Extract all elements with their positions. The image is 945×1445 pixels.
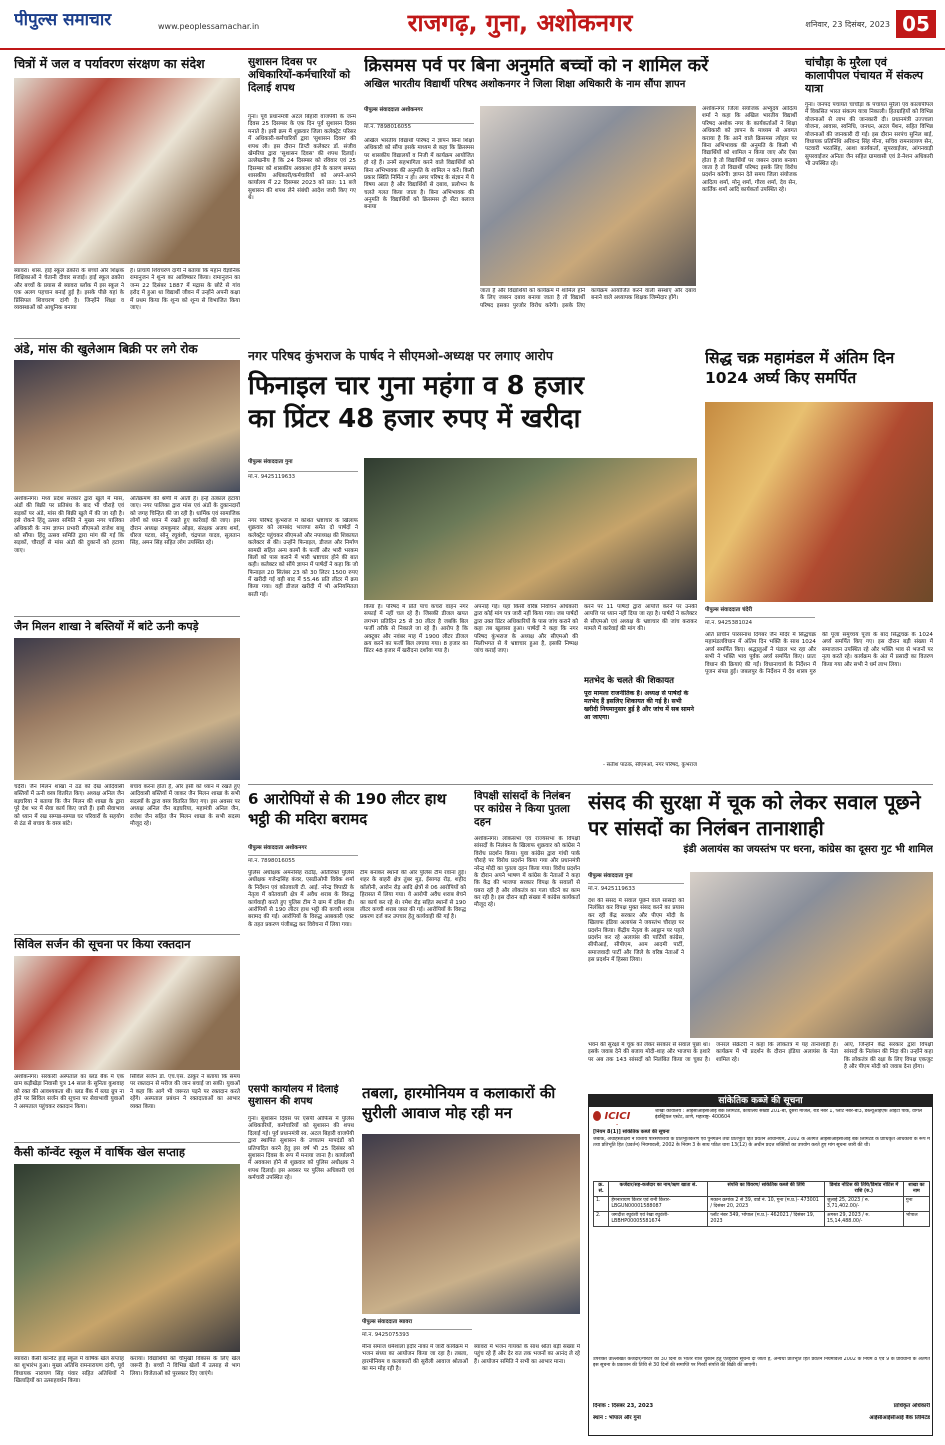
byline [362,1318,472,1330]
story-siddha-chakra [705,348,933,780]
bank-name: ICICI [604,1111,631,1122]
bank-notice [588,1094,933,1436]
story-body [362,1344,580,1434]
councillors-photo [364,458,697,600]
headline: चित्रों में जल व पर्यावरण संरक्षण का संदेश [14,56,205,71]
byline [588,872,684,884]
table-cell: मकान क्रमांक 2 से 39, वार्ड नं. 10, गुना (म.प्र.)- 473001 / दिसंबर 20, 2023 [708,1196,825,1211]
body-part: पुलिस अधीक्षक अमनसिंह राठौड़, अतिरिक्त पुलिस अधीक्षक गजेन्द्रसिंह कंवर, एसडीओपी विवेक शर्मा के निर्देशन एवं कोतवाली टी. आई. नरेन्द्र त्रिपाठी के नेतृत्व में कोतवाली क्षेत्र में अवैध शराब के विरुद्ध कार्यवाही करते हुए पुलिस टीम ने ग्राम में दबिश दी। आरोपियों से 190 लीटर हाथ भट्ठी की कच्ची शराब बरामद की गई। आरोपियों के विरुद्ध आबकारी एक्ट के तहत प्रकरण पंजीबद्ध कर विवेचना में लिया गया। [248,870,354,928]
story-body [248,1116,354,1434]
story-body [248,870,466,1080]
table-header-row [594,1182,930,1197]
headline: अंडे, मांस की खुलेआम बिक्री पर लगे रोक [14,342,198,356]
story-effigy-burn [474,790,580,1080]
icici-logo-icon [593,1111,601,1121]
location-text: अशोकनगर [285,845,307,851]
memorandum-photo [480,106,696,286]
protest-photo [690,872,933,1038]
notice-table-wrap [593,1181,930,1351]
headline: सुशासन दिवस पर अधिकारियों-कर्मचारियों को दिलाई शपथ [248,56,351,94]
body-part: ब्यावरा। कैसी कान्वेंट हाई स्कूल में वार्षिक खेल सप्ताह का शुभारंभ हुआ। मुख्य अतिथि रामनारायण दांगी, पूर्व विधायक नारायण सिंह पंवार सहित अतिथियों ने खिलाड़ियों का उत्साहवर्धन किया। [14,1356,124,1385]
body-part: करने पर 11 पार्षदों द्वारा आपत्ति करने पर उनकी आपत्ति पर ध्यान नहीं दिया जा रहा है। पार्षदों ने कलेक्टर से सीएमओ एवं अध्यक्ष के भ्रष्टाचार की जांच कराकर मामले में कार्रवाई की मांग की। [584,604,697,633]
bank-logo [593,1111,651,1125]
issue-date: शनिवार, 23 दिसंबर, 2023 [805,20,890,29]
headline: विपक्षी सांसदों के निलंबन पर कांग्रेस ने किया पुतला दहन [474,790,571,828]
table-cell: जगदीश रघुवंशी एवं रेखा रघुवंशी- LBBHP00005581674 [609,1211,708,1226]
location-text: अशोकनगर [401,107,423,113]
headline: तबला, हारमोनियम व कलाकारों की सुरीली आवाज मोह रही मन [362,1084,556,1122]
mobile-number: मो.नं. 9425119633 [588,886,636,892]
byline-location [742,607,752,613]
notice-title: सांकेतिक कब्जे की सूचना [589,1095,932,1107]
page-number: 05 [896,10,936,38]
story-body-1 [588,898,684,1040]
signatory: प्राधिकृत अधिकारी [893,1403,930,1409]
headline-line-2: का प्रिंटर 48 हजार रुपए में खरीदा [248,404,581,435]
byline [248,458,358,472]
divider [14,1142,240,1143]
body-part: जाता है और विद्यार्थियों को कार्यक्रम में शामिल होने के लिए जबरन दबाव बनाया जाता है तो विद्यार्थी परिषद इसका पुरजोर विरोध करेगी। इसके लिए कार्यक्रम आयोजित करने वाली संस्थाएं और दबाव बनाने वाले अध्यापक शिक्षक जिम्मेदार होंगे। [480,288,696,309]
story-body-mid [480,288,696,346]
notice-place: स्थान : भोपाल और गुना [593,1415,641,1421]
story-body [248,114,356,346]
headline: चांचौड़ा के मुरैला एवं कालापीपल पंचायत में संकल्प यात्रा [805,56,924,96]
story-body [14,1074,240,1138]
sidebar-box [584,604,697,780]
headline: क्रिसमस पर्व पर बिना अनुमति बच्चों को न शामिल करें [364,56,709,76]
column-header: डिमांड नोटिस की तिथि/डिमांड नोटिस में राशि (रु.) [824,1182,903,1197]
story-phenyl-printer [248,348,697,780]
distribution-photo [14,638,240,780]
sidebar-title: मतभेद के चलते की शिकायत [584,676,675,686]
body-part: अशोकनगर। मध्य प्रदेश सरकार द्वारा खुले में मांस, अंडों की बिक्री पर प्रतिबंध के बाद भी चौराहे एवं सड़कों पर अंडे, मांस की बिक्री खुले में की जा रही है। इसे रोकने हिंदू उत्सव समिति ने मुख्य नगर पालिका अधिकारी के नाम ज्ञापन प्रभारी सीएमओ राजेश बाबू को सौंपा। हिंदू उत्सव समिति द्वारा मांग की गई कि सड़कों, चौराहों से मांस अंडों की दुकानों को हटाया जाए। [14,496,124,554]
body-part: मीना समाज धर्मशाला इंदौर नाका में जारी कार्यक्रम में भजन संध्या का आयोजन किया जा रहा है। तबला, हारमोनियम व कलाकारों की सुरीली आवाज श्रोताओं का मन मोह रही है। [362,1344,468,1373]
hospital-photo [14,956,240,1070]
body-part: गुना। सुशासन दिवस पर एसपी ऑफिस में पुलिस अधिकारियों, कर्मचारियों को सुशासन की शपथ दिलाई गई। पूर्व प्रधानमंत्री स्व. अटल बिहारी वाजपेयी द्वारा स्थापित सुशासन के उच्चतम मापदंडों को प्रतिपादित करने हेतु इस वर्ष भी 25 दिसंबर को सुशासन दिवस के रूप में मनाया जाना है। कार्यालयों में अवकाश होने से शुक्रवार को पुलिस अधीक्षक ने शपथ दिलाई। इस अवसर पर पुलिस अधिकारी एवं कर्मचारी उपस्थित रहे। [248,1116,354,1181]
story-body [14,1356,240,1436]
body-part: है। प्राचार्य शिवचरण दांगी ने बताया कि महान वैज्ञानिक रामानुजन ने शून्य का आविष्कार किया। रामानुजन का जन्म 22 दिसंबर 1887 में मद्रास के छोटे से गांव इरोद में हुआ था विद्यार्थी जीवन में उन्होंने अपनी कक्षा में प्रथम किया कि शून्य को शून्य से विभाजित किया जाए। [130,268,240,311]
story-christmas [364,56,797,346]
body-part: आए, जिन्होंने केंद्र सरकार द्वारा विपक्षी सांसदों के निलंबन की निंदा की। उन्होंने कहा कि लोकतंत्र की रक्षा के लिए विपक्ष एकजुट है और पीएम मोदी को जवाब देना होगा। [844,1042,933,1071]
story-sports-week [14,1146,240,1436]
sidebar-signature: - सतीश पाठक, सीएमओ, नगर परिषद, कुंभराज [602,762,697,768]
story-body-4 [584,604,697,672]
story-art-message [14,56,240,336]
website: www.peoplessamachar.in [158,22,260,31]
mobile-number: मो.नं. 9425119633 [248,474,296,480]
table-cell: गुना [903,1196,929,1211]
logo: पीपुल्स समाचार [14,10,112,30]
body-part: गुना। जनपद पंचायत चांचौड़ा के पंचायत मुरैला एवं कालापीपल में विकसित भारत संकल्प यात्रा निकाली। हितग्राहियों को विभिन्न योजनाओं से लाभ की जानकारी दी। प्रधानमंत्री उज्ज्वला योजना, आवास, स्वनिधि, जनधन, अटल पेंशन, सहित विभिन्न योजनाओं की जानकारी दी गई। इस दौरान सरपंच सुनिल बाई, विधायक प्रतिनिधि अरिवन्द सिंह मीना, सचिव रामनारायण सेन, पटवारी भरतसिंह, आशा कार्यकर्ता, सुपरवाईजर, आंगनवाड़ी सुपरवाईजर अनिता जैन सहित ग्रामवासी एवं डे-नेशन अधिकारी भी उपस्थित रहे। [805,102,933,167]
mobile-number: मो.नं. 7898016055 [248,858,296,864]
headline: 6 आरोपियों से की 190 लीटर हाथ भट्ठी की मदिरा बरामद [248,790,447,828]
body-part: ब्यावरा में भजन गायकों के साथ श्रोता बड़ी संख्या में पहुंच रहे हैं और देर रात तक भजनों का आनंद ले रहे हैं। आयोजन समिति ने सभी का आभार माना। [474,1344,580,1365]
masthead [0,0,945,50]
byline-location [399,1319,412,1325]
byline-location [401,107,423,113]
headline-line-1: फिनाइल चार गुना महंगा व 8 हजार [248,370,585,401]
body-part: देश की संसद में सवाल पूछने वाले सांसदों को निलंबित कर विपक्ष मुक्त संसद करने का प्रयास कर रही केंद्र सरकार और पीएम मोदी के खिलाफ इंडिया अलायंस ने जयस्तंभ चौराहा पर प्रदर्शन किया। केंद्रीय नेतृत्व के आह्वान पर पहले प्रदर्शन कर रहे अलायंस की पार्टियों कांग्रेस, सीपीआई, सीपीएम, आम आदमी पार्टी, समाजवादी पार्टी और जिले के वरिष्ठ नेताओं ने इस प्रदर्शन में हिस्सा लिया। [588,898,684,963]
byline-location [285,459,292,465]
story-mp-suspension [588,790,933,1090]
body-part: अखिल भारतीय विद्यार्थी परिषद ने ज्ञापन बिना शिक्षा अधिकारी को सौंपा इसके माध्यम से कहा कि क्रिसमस पर शासकीय विद्यालयों व निजी में कार्यक्रम आयोजित हो रहे हैं। उनमें सहभागिता करने वाले विद्यार्थियों को बिना अभिभावक की अनुमति के शामिल न करें। किसी प्रकार स्थिति निर्मित न हो। अगर परिषद के संज्ञान में ये विषय आता है और विद्यार्थियों से दबाव, प्रलोभन के चलते गलत किया जाता है। बिना अभिभावक की अनुमति के विद्यार्थियों को क्रिसमस ट्री सेंटा क्लाज बनाया [364,138,474,211]
table-row [594,1211,930,1226]
headline: संसद की सुरक्षा में चूक को लेकर सवाल पूछने पर सांसदों का निलंबन तानाशाही [588,790,921,840]
byline-name: पीपुल्स संवाददाता [364,107,400,113]
byline-name: पीपुल्स संवाददाता [705,607,741,613]
table-cell: 2. [594,1211,609,1226]
body-part: बचाव करना होता है, और इसी को ध्यान में रखते हुए आदिवासी बस्तियों में जाकर जैन मिलन शाखा के सभी सदस्यों के द्वारा वस्त्र वितरित किए गए। इस अवसर पर अध्यक्ष अनिल जैन बड़घरिया, महामंत्री अनिल जैन, राजेश जैन सहित जैन मिलन शाखा के सभी सदस्य मौजूद रहे। [130,784,240,827]
divider [14,338,240,339]
body-part: अशोकनगर। सरकारी अस्पताल का ब्लड बैंक में एक ग्राम कड़ीखेड़ा निवासी पुत्र 14 साल के सुनिता कुशवाह को रक्त की आवश्यकता थी। ब्लड बैंक में ब्लड ग्रुप ना होने पर सिविल सर्जन की सूचना पर सेवाभावी युवाओं ने अस्पताल पहुंचकर रक्तदान किया। [14,1074,124,1110]
table-cell: जुलाई 25, 2023 / रु. 3,71,402.00/- [824,1196,903,1211]
byline [364,106,474,124]
byline [248,844,358,856]
story-sankalp-yatra [805,56,933,346]
table-cell: हेमनारायण किरार एवं रानी किरार- LBGUN00001588087 [609,1196,708,1211]
byline-location [285,845,307,851]
location-text: गुना [625,873,633,879]
mobile-number: मो.नं. 7898016055 [364,124,412,130]
byline-name: पीपुल्स संवाददाता [248,459,284,465]
notice-table [593,1181,930,1227]
signatory-bank: आईसीआईसीआई बैंक लिमिटेड [869,1415,930,1421]
headline: जैन मिलन शाखा ने बस्तियों में बांटे ऊनी कपड़े [14,620,199,633]
story-blood-donation [14,938,240,1138]
column-header: संपत्ति का विवरण/ सांकेतिक कब्जे की तिथि [708,1182,825,1197]
story-body-2 [588,1042,838,1090]
story-body [474,836,580,1080]
memorandum-photo [14,360,240,492]
subhead: इंडी अलायंस का जयस्तंभ पर धरना, कांग्रेस का दूसरा गुट भी शामिल [683,844,933,856]
table-row [594,1196,930,1211]
story-body-2 [364,604,578,780]
divider [14,934,240,935]
story-body [14,784,240,930]
body-part: अतिक्रमण की श्रेणी में आती है। इन्हें तत्काल हटाया जाए। नगर पालिका द्वारा मांस एवं अंडों के दुकानदारों को जगह चिन्हित की जा रही है। धार्मिक एवं सामाजिक लोगों को ध्यान में रखते हुए कार्रवाई की जाए। इस दौरान अध्यक्ष रामकुमार ओझा, संरक्षक अजय शर्मा, धीरज पटवा, सोनू रघुवंशी, चंद्रपाल यादव, सुलतान सिंह, अमन सिंह सहित लोग उपस्थित रहे। [130,496,240,547]
byline [705,606,815,618]
temple-photo [705,402,933,602]
body-part: भवन की सुरक्षा में चूक को लेकर सरकार से सवाल पूछा था। इसके जवाब देने की बजाय मोदी-शाह और भाजपा के इशारे पर अब तक 143 सांसदों को निलंबित किया जा चुका है। जनरल सेक्रेटरी ने कहा कि लोकतंत्र में यह तानाशाही है। कार्यक्रम में भी प्रदर्शन के दौरान इंडिया अलायंस के नेता शामिल रहे। [588,1042,838,1063]
story-body-left [364,138,474,346]
story-liquor-seized [248,790,466,1080]
story-sp-oath [248,1084,354,1434]
story-body [14,496,240,612]
body-part: अति प्राचीन पारसनाथ दिगंबर जैन मंदिर में सिद्धचक्र महामंडलविधान में अंतिम दिन भक्ति के साथ 1024 अर्घ्य समर्पित किए। श्रद्धालुओं ने पंडाल भर रहा और सभी ने भक्ति भाव पूर्वक अर्घ्य समर्पित किए। प्रातः विधान की क्रियाएं की गईं। विधानाचार्य के निर्देशन में पूजन संपन्न हुई। जबलपुर के निर्देशन में देव शास्त्र गुरु की पूजा समुच्चय पूजा के बाद सिद्धचक्र के 1024 अर्घ्य समर्पित किए गए। इस दौरान बड़ी संख्या में समाजजन उपस्थित रहे और भक्ति भाव से भजनों पर नृत्य करते रहे। कार्यक्रम के अंत में प्रसादी का वितरण किया गया और सभी ने धर्म लाभ लिया। [705,632,933,675]
headline: सिद्ध चक्र महामंडल में अंतिम दिन 1024 अर्घ्य किए समर्पित [705,349,895,388]
story-jain-milan [14,620,240,930]
story-body [805,102,933,346]
section-title: राजगढ़, गुना, अशोकनगर [407,9,633,37]
body-part: चंदेरी। जैन मिलन शाखा ने ठंड को देख आदिवासी बस्तियों में ऊनी वस्त्र वितरित किए। अध्यक्ष अनिल जैन बड़घरिया ने बताया कि जैन मिलन की शाखा के द्वारा पूरे देश भर में सेवा कार्य किए जाते हैं। इसी सेवाभाव को ध्यान में रख सम्पन्न-सम्पन्न घर परिवारों के सहयोग से ठंड से बचाव के वस्त्र बांटे। [14,784,124,827]
story-bhajan-sandhya [362,1084,580,1434]
body-part: गुना। पूर्व प्रधानमंत्री अटल बिहारी वाजपेयी के जन्म दिवस 25 दिसम्बर के एक दिन पूर्व सुशासन दिवस मनाते है। इसी क्रम में शुक्रवार जिला कलेक्ट्रेट परिसर में अधिकारी-कर्मचारियों द्वारा 'सुशासन दिवस' की शपथ ली। इस दौरान डिप्टी कलेक्टर डॉ. संजीव खेमरिया द्वारा 'सुशासन दिवस' की शपथ दिलाई। उल्लेखनीय है कि 24 दिसम्बर को रविवार एवं 25 दिसम्बर को शासकीय अवकाश होने के कारण समस्त शासकीय अधिकारी/कर्मचारियों को अपने-अपने कार्यालय में 22 दिसम्बर 2023 को प्रात: 11 बजे सुशासन की शपथ लेने संबंधी आदेश जारी किए गए थे। [248,114,356,202]
location-text: ब्यावरा [399,1319,413,1325]
table-cell: भोपाल [903,1211,929,1226]
table-cell: 1. [594,1196,609,1211]
kicker: नगर परिषद कुंभराज के पार्षद ने सीएमओ-अध्यक्ष पर लगाए आरोप [248,348,553,363]
byline-name: पीपुल्स संवाददाता [588,873,624,879]
appendix-label: [नियम 8(1)] सांकेतिक कब्जे की सूचना [593,1129,670,1135]
column-header: शाखा का नाम [903,1182,929,1197]
divider [14,616,240,617]
notice-date: दिनांक : दिसंबर 23, 2023 [593,1403,654,1409]
body-part: ब्यावरा। शास. हाई स्कूल ढकोरा के बच्चों और शिक्षक शिक्षिकाओं ने चेतानी दीवार सजाई। हाई स्कूल ढकोरा और बच्चों के प्रयास से ब्यावरा ब्लॉक में इस स्कूल ने एक अलग पहचान बनाई हुई है। इसके पीछे यहां के प्रिंसिपल शिवचरण दांगी है। जिन्होंने शिक्षा व व्यवस्थाओं को आधुनिक बनाया [14,268,124,311]
story-body-3 [844,1042,933,1090]
location-text: चंदेरी [742,607,752,613]
subhead: अखिल भारतीय विद्यार्थी परिषद अशोकनगर ने जिला शिक्षा अधिकारी के नाम सौंपा ज्ञापन [364,79,686,90]
notice-intro: जबकि, अधोहस्ताक्षरी ने वित्तीय परिसंपत्तियों के प्रतिभूतिकरण एवं पुनर्गठन तथा प्रतिभूति हित प्रवर्तन अधिनियम, 2002 के अंतर्गत आईसीआईसीआई बैंक लिमिटेड के प्राधिकृत अधिकारी के रूप में तथा प्रतिभूति हित (प्रवर्तन) नियमावली, 2002 के नियम 3 के साथ पठित धारा 13(12) के अधीन प्रदत्त शक्तियों का उपयोग करते हुए मांग सूचना जारी की थी। [593,1137,930,1149]
story-body [14,268,240,336]
body-part: कराया। विद्यार्थियों को चौमुखी विकास के लिए खेल जरूरी है। बच्चों ने विभिन्न खेलों में उत्साह से भाग लिया। विजेताओं को पुरस्कार दिए जाएंगे। [130,1356,240,1377]
story-good-governance [248,56,356,346]
branch-address: शाखा कार्यालय : आईसीआईसीआई बैंक लिमिटेड, कार्यालय संख्या 201-बी, दूसरी मंजिल, रोड नंबर 1, प्लॉट नंबर-बी3, डब्ल्यूआईएफ आईटी पार्क, वागले इंडस्ट्रियल एस्टेट, ठाणे, महाराष्ट्र- 400604 [655,1109,923,1121]
school-photo [14,78,240,264]
story-body-1 [248,518,358,780]
notice-footer: उपरोक्त उल्लिखित कर्जदार/गारंटर को 30 दिनों के भीतर राशि चुकाने हेतु एतद्द्वारा सूचना दी जाती है, अन्यथा प्रतिभूति हित प्रवर्तन नियमावली 2002 के नियम 8 एवं 9 के प्रावधानों के अंतर्गत इस सूचना के प्रकाशन की तिथि से 30 दिनों की समाप्ति पर गिरवी संपत्ति की बिक्री की जाएगी। [593,1357,930,1369]
story-body-right [702,106,797,346]
mobile-number: मो.नं. 9425381024 [705,620,753,626]
location-text: गुना [285,459,293,465]
body-part: अपनाई गई। यहां किसी वरिष्ठ निर्वाचन अधिकारी द्वारा कोई मांग पत्र जारी नहीं किया गया। जब पार्षदों द्वारा उक्त प्रिंटर अधिकारियों के पास जांच कराने को कहा तब खुलासा हुआ। पार्षदों ने कहा कि नगर परिषद कुंभराज के अध्यक्ष और सीएमओ की मिलीभगत से ये भ्रष्टाचार हुआ है, इसकी निष्पक्ष जांच कराई जाए। [474,604,578,655]
body-part: अशोकनगर जिला संयोजक अभ्युदय आदित्य शर्मा ने कहा कि अखिल भारतीय विद्यार्थी परिषद अशोक नगर के कार्यकर्ताओं ने शिक्षा अधिकारी को ज्ञापन के माध्यम से अवगत कराया है कि आने वाले क्रिसमस त्योहार पर बिना अभिभावक की अनुमति के किसी भी विद्यार्थियों को शामिल न किया जाए और ऐसा होता है तो विद्यार्थियों पर जबरन दबाव बनाया जाता है तो विद्यार्थी परिषद इसके लिए विरोध प्रदर्शन करेगी। ज्ञापन देते समय जिला संयोजक आदित्य शर्मा, मोनू शर्मा, गौरव शर्मा, देव सेन, कार्तिक शर्मा आदि कार्यकर्ता उपस्थित रहे। [702,106,797,194]
headline: एसपी कार्यालय में दिलाई सुशासन की शपथ [248,1084,339,1108]
headline: कैसी कॉन्वेंट स्कूल में वार्षिक खेल सप्ताह [14,1146,186,1159]
story-meat-sale [14,342,240,612]
column-header: क्र. सं. [594,1182,609,1197]
byline-name: पीपुल्स संवाददाता [362,1319,398,1325]
body-part: टीम बनाकर स्थानों की ओर पुलिस टीम रवाना हुई। शहर के बाहरी क्षेत्र तुंबर मुड़, ईसागढ़ रोड़, शहीद कॉलोनी, आरोन रोड़ आदि क्षेत्रों से 06 आरोपियों को हिरासत में लिया गया। ये आरोपी अवैध शराब बेचने का कार्य कर रहे थे। रमेश रोड़ सहित स्थानों से 190 लीटर कच्ची शराब जब्त की गई। आरोपियों के विरुद्ध प्रकरण दर्ज कर उपचार हेतु कार्यवाही की गई है। [360,870,466,921]
body-part: सिविल सर्जन डॉ. एच.एस. ठाकुर ने बताया कि समय पर रक्तदान से मरीज की जान बचाई जा सकी। युवाओं ने कहा कि आगे भी जरूरत पड़ने पर रक्तदान करते रहेंगे। अस्पताल प्रबंधन ने रक्तदाताओं का आभार व्यक्त किया। [130,1074,240,1110]
column-header: कर्जदार/सह-कर्जदार का नाम/ऋण खाता सं. [609,1182,708,1197]
divider [248,784,933,785]
table-cell: अगस्त 29, 2023 / रु. 15,14,488.00/- [824,1211,903,1226]
students-photo [14,1164,240,1352]
byline-location [625,873,632,879]
body-part: किया है। परिषद में प्रति पांच कचरा वाहन नगर सफाई में नहीं चल रहे हैं। जिसकी डीजल खपत लगभग प्रतिदिन 25 से 30 लीटर है जबकि बिल फर्जी तरीके से निकाले जा रहे हैं। आरोप है कि अक्टूबर और नवंबर माह में 1900 लीटर डीजल क्रय करने का फर्जी बिल लगाया गया। 8 हजार का प्रिंटर 48 हजार में खरीदना दर्शाया गया है। [364,604,468,655]
sidebar-body: पूरा मामला राजनीतिक है। अध्यक्ष से पार्षदों के मतभेद हैं इसलिए शिकायत की गई है। सभी खरीदी नियमानुसार हुई है और जांच में सब सामने आ जाएगा। [584,690,694,722]
headline: सिविल सर्जन की सूचना पर किया रक्तदान [14,938,191,951]
byline-name: पीपुल्स संवाददाता [248,845,284,851]
table-cell: प्लॉट नंबर 349, भोपाल (म.प्र.)- 462021 / दिसंबर 19, 2023 [708,1211,825,1226]
mobile-number: मो.नं. 9425075393 [362,1332,410,1338]
musicians-photo [362,1134,580,1314]
story-body [705,632,933,780]
body-part: नगर परिषद कुंभराज में कथित भ्रष्टाचार के खिलाफ शुक्रवार को लामबंद भाजपा समेत दो पार्षदों ने कलेक्ट्रेट पहुंचकर सीएमओ और नपाध्यक्ष की शिकायत कलेक्टर से की। उन्होंने फिनाइल, डीजल और निर्माण सामग्री सहित अन्य कामों के फर्जी और भारी भरकम बिलों को पास कराने में भारी भ्रष्टाचार होने की बात कही। कलेक्टर को सौंपे ज्ञापन में पार्षदों ने कहा कि जो फिनाइल 20 सितंबर 23 को 30 लिटर 1500 रुपए में खरीदी गई वही बाद में 55.46 प्रति लीटर में क्रय किया गया। वहीं डीजल खरीदी में भी अनियमितता बरती गई। [248,518,358,598]
body-part: अशोकनगर। लोकसभा एवं राज्यसभा के विपक्षी सांसदों के निलंबन के खिलाफ शुक्रवार को कांग्रेस ने विरोध प्रदर्शन किया। युवा कांग्रेस द्वारा गांधी पार्क चौराहे पर विरोध प्रदर्शन किया गया और प्रधानमंत्री नरेन्द्र मोदी का पुतला दहन किया गया। विरोध प्रदर्शन के दौरान अपने भाषण में कांग्रेस के नेताओं ने कहा कि केंद्र की भाजपा सरकार विपक्ष के सवालों से घबरा रही है और लोकतंत्र का गला घोंटने का काम कर रही है। इस दौरान बड़ी संख्या में कांग्रेस कार्यकर्ता मौजूद रहे। [474,836,580,909]
